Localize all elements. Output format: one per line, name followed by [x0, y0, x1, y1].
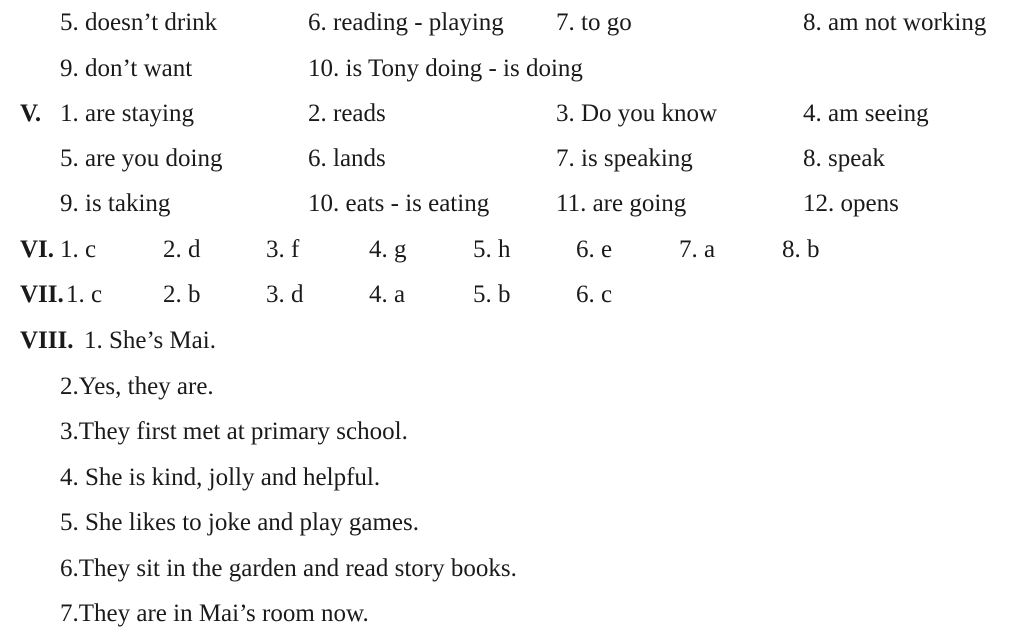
answer-item: 9. don’t want [60, 55, 193, 82]
answer-item: 3. Do you know [556, 100, 718, 127]
answer-item: 2. b [163, 281, 201, 308]
answer-item: 10. eats - is eating [308, 190, 490, 217]
answer-item: 4. am seeing [803, 100, 929, 127]
answer-item: 8. speak [803, 145, 885, 172]
answer-sentence: 5. She likes to joke and play games. [60, 509, 419, 536]
answer-item: 7. is speaking [556, 145, 693, 172]
answer-item: 4. a [369, 281, 406, 308]
answer-item: 6. reading - playing [308, 9, 504, 36]
answer-item: 2. d [163, 236, 201, 263]
answer-item: 3. d [266, 281, 304, 308]
answer-item: 5. h [473, 236, 511, 263]
answer-item: 1. c [60, 236, 97, 263]
answer-sentence: 6.They sit in the garden and read story books. [60, 555, 517, 582]
section-label-viii: VIII. [20, 327, 74, 354]
answer-item: 12. opens [803, 190, 899, 217]
answer-item: 8. am not working [803, 9, 987, 36]
answer-item: 9. is taking [60, 190, 171, 217]
answer-item: 4. g [369, 236, 407, 263]
answer-item: 6. lands [308, 145, 386, 172]
answer-item: 6. e [576, 236, 613, 263]
answer-item: 5. are you doing [60, 145, 223, 172]
answer-item: 10. is Tony doing - is doing [308, 55, 583, 82]
answer-item: 11. are going [556, 190, 687, 217]
answer-item: 3. f [266, 236, 300, 263]
answer-sentence: 4. She is kind, jolly and helpful. [60, 464, 381, 491]
answer-item: 2. reads [308, 100, 386, 127]
answer-item: 5. b [473, 281, 511, 308]
answer-item: 6. c [576, 281, 613, 308]
section-label-vi: VI. [20, 236, 55, 263]
answer-sentence: 3.They first met at primary school. [60, 418, 408, 445]
section-label-vii: VII. [20, 281, 64, 308]
answer-item: 1. are staying [60, 100, 194, 127]
section-label-v: V. [20, 100, 42, 127]
answer-sentence: 7.They are in Mai’s room now. [60, 600, 369, 627]
answer-item: 1. c [66, 281, 103, 308]
answer-item: 7. a [679, 236, 716, 263]
answer-item: 8. b [782, 236, 820, 263]
answer-sentence: 2.Yes, they are. [60, 373, 214, 400]
answer-item: 5. doesn’t drink [60, 9, 218, 36]
answer-sentence: 1. She’s Mai. [84, 327, 216, 354]
answer-item: 7. to go [556, 9, 632, 36]
